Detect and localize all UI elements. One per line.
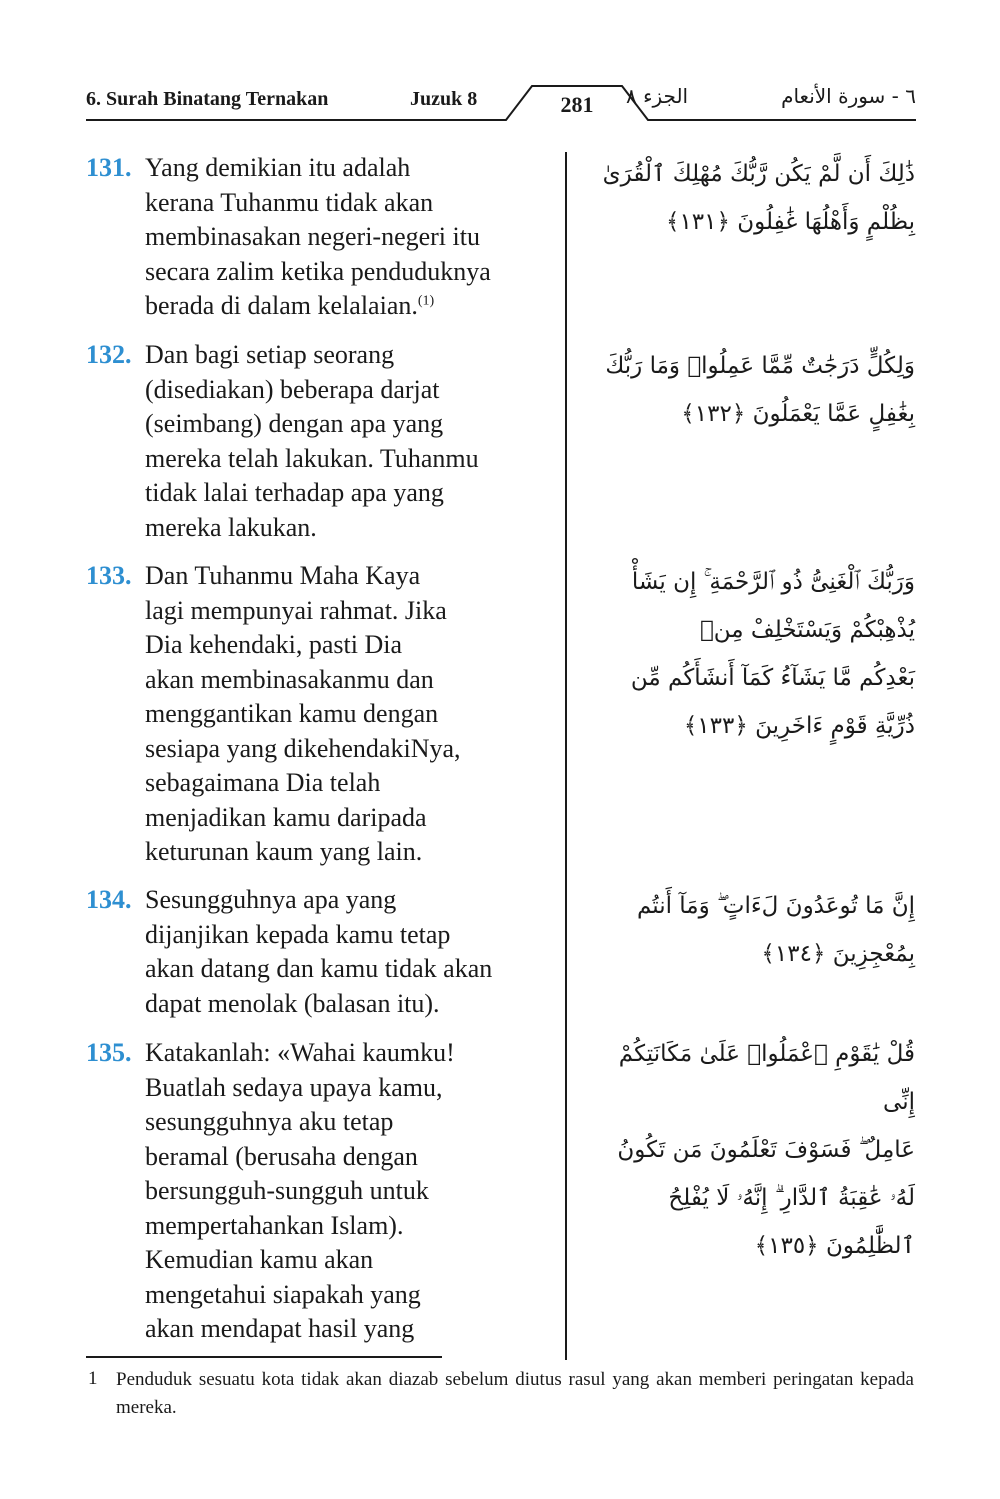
verse-number: 133. [86, 561, 132, 590]
verse-translation: Katakanlah: «Wahai kaumku! Buatlah sedaya upaya kamu, sesungguhnya aku tetap beramal (berusaha dengan bersungguh-sungguh untuk mempertahankan Islam). Kemudian kamu akan mengetahui siapakah yang akan mendapat hasil yang [145, 1038, 455, 1343]
footnote-number: 1 [88, 1368, 98, 1389]
juz-label: Juzuk 8 [410, 88, 478, 110]
verse-translation: Sesungguhnya apa yang dijanjikan kepada kamu tetap akan datang dan kamu tidak akan dapat menolak (balasan itu). [145, 885, 493, 1018]
page-number: 281 [560, 92, 594, 117]
footnote-reference[interactable]: (1) [417, 293, 435, 309]
verse-translation: Dan bagi setiap seorang (disediakan) beberapa darjat (seimbang) dengan apa yang mereka telah lakukan. Tuhanmu tidak lalai terhadap apa yang mereka lakukan. [145, 340, 479, 542]
verse-number: 131. [86, 153, 132, 182]
column-divider [565, 152, 567, 1360]
footnote-text: Penduduk sesuatu kota tidak akan diazab sebelum diutus rasul yang akan memberi peringatan kepada mereka. [116, 1369, 914, 1418]
verse-135-arabic: قُلْ يَٰقَوْمِ ٱعْمَلُوا۟ عَلَىٰ مَكَانَتِكُمْ إِنِّى عَامِلٌ ۖ فَسَوْفَ تَعْلَمُونَ مَن تَكُونُ لَهُۥ عَٰقِبَةُ ٱلدَّارِ ۗ إِنَّهُۥ لَا يُفْلِحُ ٱلظَّٰلِمُونَ ﴿١٣٥﴾ [617, 1041, 915, 1259]
verse-translation: Dan Tuhanmu Maha Kaya lagi mempunyai rahmat. Jika Dia kehendaki, pasti Dia akan membinasakanmu dan menggantikan kamu dengan sesiapa yang dikehendakiNya, sebagaimana Dia telah menjadikan kamu daripada keturunan kaum yang lain. [145, 561, 461, 866]
verse-131-arabic: ذَٰلِكَ أَن لَّمْ يَكُن رَّبُّكَ مُهْلِكَ ٱلْقُرَىٰ بِظُلْمٍ وَأَهْلُهَا غَٰفِلُونَ ﴿١٣١﴾ [602, 161, 915, 235]
verse-translation: Yang demikian itu adalah kerana Tuhanmu tidak akan membinasakan negeri-negeri itu secara zalim ketika penduduknya berada di dalam kelalaian.$^{(1)}$ [145, 153, 491, 320]
verse-133-arabic: وَرَبُّكَ ٱلْغَنِىُّ ذُو ٱلرَّحْمَةِ ۚ إِن يَشَأْ يُذْهِبْكُمْ وَيَسْتَخْلِفْ مِنۢ بَعْدِكُم مَّا يَشَآءُ كَمَآ أَنشَأَكُم مِّن ذُرِّيَّةِ قَوْمٍ ءَاخَرِينَ ﴿١٣٣﴾ [630, 569, 915, 739]
verse-number: 132. [86, 340, 132, 369]
verse-132-arabic: وَلِكُلٍّ دَرَجَٰتٌ مِّمَّا عَمِلُوا۟ وَمَا رَبُّكَ بِغَٰفِلٍ عَمَّا يَعْمَلُونَ ﴿١٣٢﴾ [605, 353, 915, 427]
surah-title-arabic: ٦ - سورة الأنعام [781, 84, 916, 108]
footnote-rule [86, 1356, 442, 1358]
page-header [86, 84, 916, 124]
verse-number: 135. [86, 1038, 132, 1067]
surah-title: 6. Surah Binatang Ternakan [86, 88, 329, 110]
verse-number: 134. [86, 885, 132, 914]
juz-label-arabic: الجزء ٨ [626, 84, 689, 108]
verse-134-arabic: إِنَّ مَا تُوعَدُونَ لَءَاتٍ ۖ وَمَآ أَنتُم بِمُعْجِزِينَ ﴿١٣٤﴾ [636, 893, 915, 967]
